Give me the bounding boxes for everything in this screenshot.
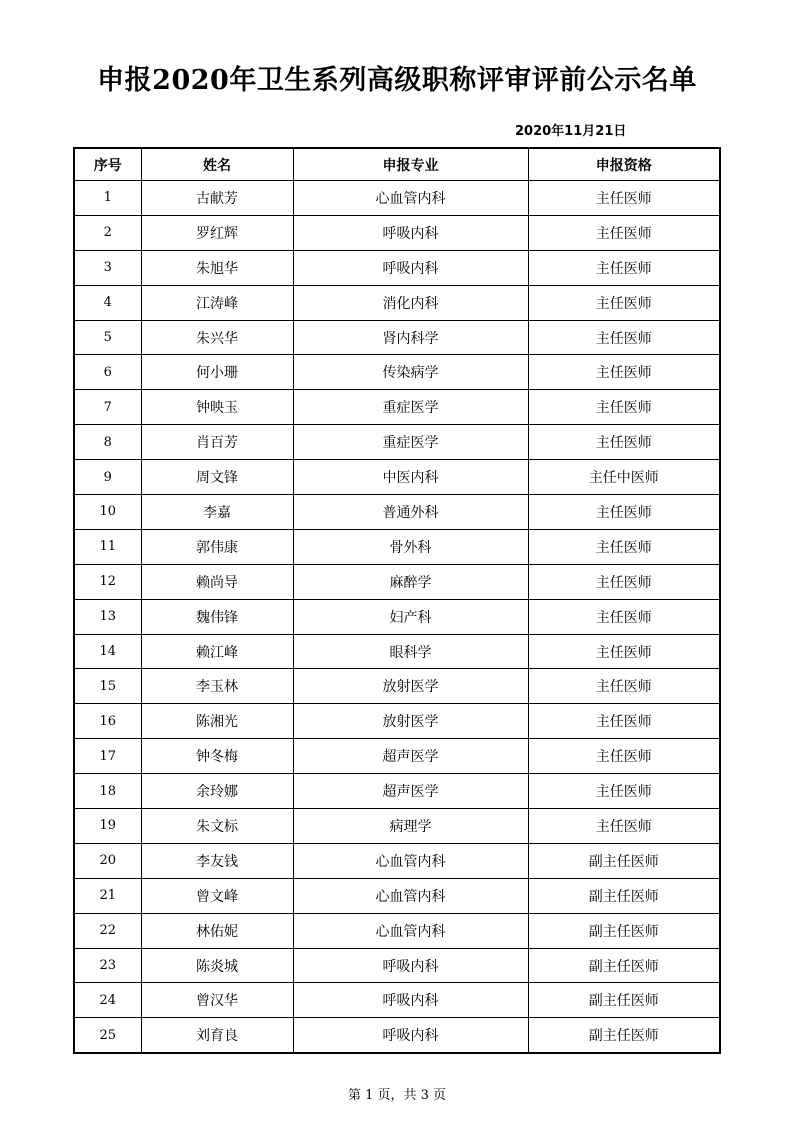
applied-specialty: 肾内科学: [293, 320, 528, 355]
applicant-name: 曾汉华: [141, 983, 293, 1018]
applied-specialty: 心血管内科: [293, 181, 528, 216]
applicant-name: 林佑妮: [141, 913, 293, 948]
applied-specialty: 超声医学: [293, 739, 528, 774]
row-number: 22: [74, 913, 141, 948]
applied-qualification: 主任中医师: [528, 460, 720, 495]
table-row: [74, 983, 720, 1018]
row-number: 8: [74, 425, 141, 460]
applicant-name: 钟映玉: [141, 390, 293, 425]
row-number: 4: [74, 285, 141, 320]
applied-specialty: 呼吸内科: [293, 1018, 528, 1053]
applicant-name: 李嘉: [141, 495, 293, 530]
table-row: [74, 634, 720, 669]
row-number: 11: [74, 529, 141, 564]
row-number: 18: [74, 774, 141, 809]
row-number: 23: [74, 948, 141, 983]
row-number: 20: [74, 843, 141, 878]
table-row: [74, 529, 720, 564]
applied-specialty: 骨外科: [293, 529, 528, 564]
row-number: 21: [74, 878, 141, 913]
row-number: 7: [74, 390, 141, 425]
table-row: [74, 809, 720, 844]
table-row: [74, 460, 720, 495]
header-qualification: 申报资格: [528, 148, 720, 181]
applied-specialty: 重症医学: [293, 390, 528, 425]
applicant-name: 郭伟康: [141, 529, 293, 564]
applicant-name: 周文锋: [141, 460, 293, 495]
table-row: [74, 913, 720, 948]
table-row: [74, 1018, 720, 1053]
applied-specialty: 超声医学: [293, 774, 528, 809]
applied-specialty: 心血管内科: [293, 843, 528, 878]
row-number: 12: [74, 564, 141, 599]
applied-specialty: 呼吸内科: [293, 250, 528, 285]
applied-qualification: 主任医师: [528, 320, 720, 355]
applicant-name: 钟冬梅: [141, 739, 293, 774]
applied-qualification: 主任医师: [528, 704, 720, 739]
applied-qualification: 副主任医师: [528, 983, 720, 1018]
applied-specialty: 呼吸内科: [293, 983, 528, 1018]
applicant-name: 朱文标: [141, 809, 293, 844]
applied-qualification: 副主任医师: [528, 843, 720, 878]
row-number: 2: [74, 215, 141, 250]
table-row: [74, 425, 720, 460]
applied-specialty: 心血管内科: [293, 913, 528, 948]
applied-specialty: 呼吸内科: [293, 215, 528, 250]
row-number: 13: [74, 599, 141, 634]
applicant-name: 古献芳: [141, 181, 293, 216]
applied-qualification: 主任医师: [528, 495, 720, 530]
applied-qualification: 主任医师: [528, 215, 720, 250]
applied-specialty: 放射医学: [293, 704, 528, 739]
applied-specialty: 中医内科: [293, 460, 528, 495]
applied-specialty: 普通外科: [293, 495, 528, 530]
applied-specialty: 妇产科: [293, 599, 528, 634]
page-title: 申报2020年卫生系列高级职称评审评前公示名单: [97, 65, 697, 96]
header-specialty: 申报专业: [293, 148, 528, 181]
table-row: [74, 390, 720, 425]
applied-specialty: 消化内科: [293, 285, 528, 320]
applicant-name: 罗红辉: [141, 215, 293, 250]
table-row: [74, 704, 720, 739]
applied-specialty: 心血管内科: [293, 878, 528, 913]
applicant-table: [73, 147, 721, 1054]
applied-qualification: 主任医师: [528, 599, 720, 634]
applicant-name: 李玉林: [141, 669, 293, 704]
row-number: 10: [74, 495, 141, 530]
row-number: 5: [74, 320, 141, 355]
applicant-name: 何小珊: [141, 355, 293, 390]
applicant-name: 江涛峰: [141, 285, 293, 320]
applied-qualification: 主任医师: [528, 809, 720, 844]
table-row: [74, 948, 720, 983]
table-row: [74, 215, 720, 250]
table-row: [74, 250, 720, 285]
row-number: 1: [74, 181, 141, 216]
applicant-name: 朱旭华: [141, 250, 293, 285]
applied-qualification: 主任医师: [528, 355, 720, 390]
applied-specialty: 麻醉学: [293, 564, 528, 599]
applicant-name: 陈炎城: [141, 948, 293, 983]
applied-qualification: 副主任医师: [528, 1018, 720, 1053]
table-row: [74, 320, 720, 355]
applicant-name: 朱兴华: [141, 320, 293, 355]
table-row: [74, 669, 720, 704]
applicant-name: 余玲娜: [141, 774, 293, 809]
row-number: 25: [74, 1018, 141, 1053]
table-row: [74, 843, 720, 878]
applied-specialty: 呼吸内科: [293, 948, 528, 983]
applicant-name: 陈湘光: [141, 704, 293, 739]
applied-qualification: 主任医师: [528, 390, 720, 425]
table-row: [74, 181, 720, 216]
applied-qualification: 主任医师: [528, 181, 720, 216]
applied-qualification: 副主任医师: [528, 913, 720, 948]
applied-specialty: 病理学: [293, 809, 528, 844]
applied-qualification: 主任医师: [528, 634, 720, 669]
applied-qualification: 主任医师: [528, 250, 720, 285]
applied-qualification: 主任医师: [528, 564, 720, 599]
publication-date: 2020年11月21日: [515, 124, 627, 139]
header-name: 姓名: [141, 148, 293, 181]
applicant-name: 曾文峰: [141, 878, 293, 913]
table-row: [74, 878, 720, 913]
applied-qualification: 主任医师: [528, 669, 720, 704]
table-row: [74, 774, 720, 809]
applied-specialty: 眼科学: [293, 634, 528, 669]
row-number: 17: [74, 739, 141, 774]
applicant-name: 魏伟锋: [141, 599, 293, 634]
applied-specialty: 传染病学: [293, 355, 528, 390]
table-header-row: [74, 148, 720, 181]
page-footer: 第 1 页，共 3 页: [347, 1088, 447, 1103]
applicant-name: 肖百芳: [141, 425, 293, 460]
table-row: [74, 739, 720, 774]
applied-qualification: 副主任医师: [528, 948, 720, 983]
row-number: 15: [74, 669, 141, 704]
table-row: [74, 355, 720, 390]
applicant-name: 赖尚导: [141, 564, 293, 599]
header-number: 序号: [74, 148, 141, 181]
table-row: [74, 599, 720, 634]
applied-qualification: 副主任医师: [528, 878, 720, 913]
applied-specialty: 放射医学: [293, 669, 528, 704]
applied-qualification: 主任医师: [528, 774, 720, 809]
row-number: 24: [74, 983, 141, 1018]
applied-specialty: 重症医学: [293, 425, 528, 460]
row-number: 19: [74, 809, 141, 844]
row-number: 9: [74, 460, 141, 495]
applicant-name: 赖江峰: [141, 634, 293, 669]
applied-qualification: 主任医师: [528, 739, 720, 774]
row-number: 3: [74, 250, 141, 285]
row-number: 16: [74, 704, 141, 739]
applicant-name: 刘育良: [141, 1018, 293, 1053]
applied-qualification: 主任医师: [528, 425, 720, 460]
applied-qualification: 主任医师: [528, 285, 720, 320]
applicant-name: 李友钱: [141, 843, 293, 878]
table-row: [74, 495, 720, 530]
row-number: 6: [74, 355, 141, 390]
table-row: [74, 564, 720, 599]
applied-qualification: 主任医师: [528, 529, 720, 564]
table-row: [74, 285, 720, 320]
row-number: 14: [74, 634, 141, 669]
